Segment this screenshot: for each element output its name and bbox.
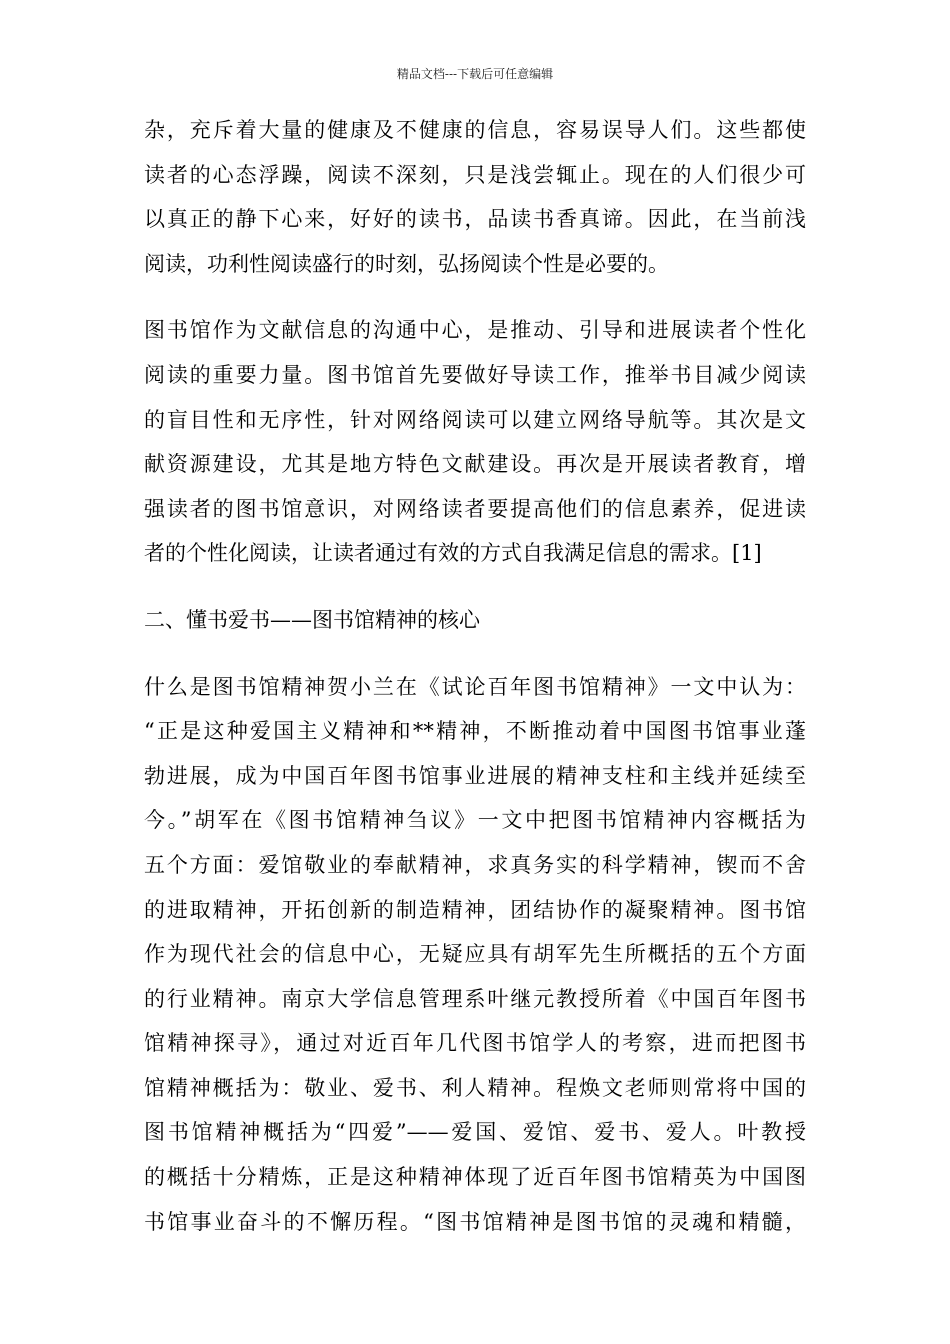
paragraph-2: [144, 308, 806, 576]
text-line: 强读者的图书馆意识，对网络读者要提高他们的信息素养，促进读: [144, 496, 806, 521]
text-line: 的盲目性和无序性，针对网络阅读可以建立网络导航等。其次是文: [144, 407, 806, 432]
document-body: [144, 108, 806, 1244]
text-line: 杂，充斥着大量的健康及不健康的信息，容易误导人们。这些都使: [144, 118, 806, 142]
text-line: 的进取精神，开拓创新的制造精神，团结协作的凝聚精神。图书馆: [144, 897, 806, 922]
text-line: 的行业精神。南京大学信息管理系叶继元教授所着《中国百年图书: [144, 986, 806, 1011]
text-line: 什么是图书馆精神贺小兰在《试论百年图书馆精神》一文中认为：: [144, 674, 806, 699]
text-line: 献资源建设，尤其是地方特色文献建设。再次是开展读者教育，增: [144, 452, 806, 477]
text-line: 图书馆作为文献信息的沟通中心，是推动、引导和进展读者个性化: [144, 318, 806, 343]
text-line: 以真正的静下心来，好好的读书，品读书香真谛。因此，在当前浅: [144, 207, 806, 232]
text-line: 勃进展，成为中国百年图书馆事业进展的精神支柱和主线并延续至: [144, 763, 806, 788]
text-line: 五个方面：爱馆敬业的奉献精神，求真务实的科学精神，锲而不舍: [144, 852, 806, 877]
text-line: “正是这种爱国主义精神和**精神，不断推动着中国图书馆事业蓬: [144, 719, 806, 744]
text-line: 的概括十分精炼，正是这种精神体现了近百年图书馆精英为中国图: [144, 1165, 806, 1190]
text-line: 阅读，功利性阅读盛行的时刻，弘扬阅读个性是必要的。: [144, 251, 669, 276]
paragraph-3: [144, 665, 806, 1245]
text-line: 读者的心态浮躁，阅读不深刻，只是浅尝辄止。现在的人们很少可: [144, 162, 806, 187]
text-line: 书馆事业奋斗的不懈历程。“图书馆精神是图书馆的灵魂和精髓，: [144, 1209, 806, 1234]
text-line: 作为现代社会的信息中心，无疑应具有胡军先生所概括的五个方面: [144, 942, 806, 967]
text-line: 图书馆精神概括为“四爱”——爱国、爱馆、爱书、爱人。叶教授: [144, 1120, 806, 1145]
text-line: 阅读的重要力量。图书馆首先要做好导读工作，推举书目减少阅读: [144, 362, 806, 387]
section-heading: [144, 598, 806, 643]
page-header: 精品文档---下载后可任意编辑: [396, 67, 554, 81]
text-line: 馆精神概括为：敬业、爱书、利人精神。程焕文老师则常将中国的: [144, 1075, 806, 1100]
heading-line: 二、懂书爱书——图书馆精神的核心: [144, 607, 480, 632]
text-line: 者的个性化阅读，让读者通过有效的方式自我满足信息的需求。[1]: [144, 541, 762, 566]
text-line: 馆精神探寻》，通过对近百年几代图书馆学人的考察，进而把图书: [144, 1031, 806, 1056]
text-line: 今。”胡军在《图书馆精神刍议》一文中把图书馆精神内容概括为: [144, 808, 806, 833]
paragraph-1: [144, 108, 806, 286]
